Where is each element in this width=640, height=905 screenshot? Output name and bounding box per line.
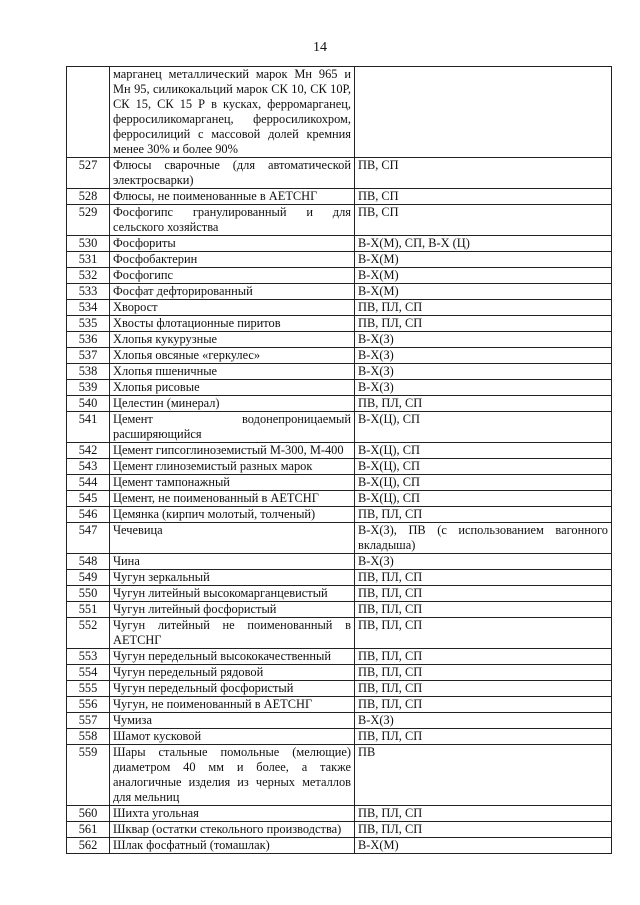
cargo-name: Хворост [110, 300, 355, 316]
row-number: 535 [67, 316, 110, 332]
cargo-name: Флюсы сварочные (для автоматической электросварки) [110, 158, 355, 189]
transport-code: ПВ, ПЛ, СП [355, 396, 612, 412]
table-row [67, 838, 612, 854]
cargo-name: Флюсы, не поименованные в АЕТСНГ [110, 189, 355, 205]
table-row [67, 554, 612, 570]
row-number: 553 [67, 649, 110, 665]
table-row [67, 475, 612, 491]
table-row [67, 602, 612, 618]
cargo-name: Хлопья кукурузные [110, 332, 355, 348]
transport-code: ПВ, ПЛ, СП [355, 300, 612, 316]
transport-code: ПВ, ПЛ, СП [355, 649, 612, 665]
row-number: 549 [67, 570, 110, 586]
table-row [67, 523, 612, 554]
table-row [67, 412, 612, 443]
cargo-name: Шлак фосфатный (томашлак) [110, 838, 355, 854]
row-number: 543 [67, 459, 110, 475]
table-row [67, 697, 612, 713]
row-number: 562 [67, 838, 110, 854]
table-row [67, 806, 612, 822]
cargo-name: Чугун передельный фосфористый [110, 681, 355, 697]
table-row [67, 665, 612, 681]
transport-code: В-Х(М) [355, 252, 612, 268]
table-row [67, 348, 612, 364]
cargo-name: Чина [110, 554, 355, 570]
row-number: 546 [67, 507, 110, 523]
row-number: 559 [67, 745, 110, 806]
row-number: 542 [67, 443, 110, 459]
table-row [67, 67, 612, 158]
table-row [67, 300, 612, 316]
row-number: 547 [67, 523, 110, 554]
row-number: 555 [67, 681, 110, 697]
transport-code: ПВ, ПЛ, СП [355, 697, 612, 713]
transport-code: В-Х(З) [355, 713, 612, 729]
table-row [67, 729, 612, 745]
transport-code: ПВ, ПЛ, СП [355, 602, 612, 618]
row-number: 560 [67, 806, 110, 822]
cargo-name: Целестин (минерал) [110, 396, 355, 412]
transport-code: ПВ, СП [355, 158, 612, 189]
transport-code: ПВ, ПЛ, СП [355, 729, 612, 745]
transport-code: ПВ, ПЛ, СП [355, 316, 612, 332]
transport-code: В-Х(З) [355, 348, 612, 364]
table-row [67, 822, 612, 838]
transport-code: В-Х(Ц), СП [355, 459, 612, 475]
table-row [67, 268, 612, 284]
row-number: 532 [67, 268, 110, 284]
transport-code: В-Х(З) [355, 364, 612, 380]
table-row [67, 332, 612, 348]
transport-code: В-Х(З), ПВ (с использованием вагонного вкладыша) [355, 523, 612, 554]
row-number: 551 [67, 602, 110, 618]
cargo-name: Цемент гипсоглиноземистый М-300, М-400 [110, 443, 355, 459]
page-number: 14 [313, 40, 327, 55]
table-row [67, 158, 612, 189]
cargo-name: Чугун литейный не поименованный в АЕТСНГ [110, 618, 355, 649]
table-row [67, 570, 612, 586]
cargo-name: Цемент тампонажный [110, 475, 355, 491]
row-number: 557 [67, 713, 110, 729]
cargo-name: Фосфогипс гранулированный и для сельского хозяйства [110, 205, 355, 236]
row-number: 550 [67, 586, 110, 602]
row-number: 534 [67, 300, 110, 316]
row-number: 536 [67, 332, 110, 348]
cargo-name: марганец металлический марок Мн 965 и Мн 95, силикокальций марок СК 10, СК 10Р, СК 15, СК 15 Р в кусках, ферромарганец, ферросиликомарганец, ферросиликохром, ферросилиций с массовой долей кремния менее 30% и более 90% [110, 67, 355, 158]
table-row [67, 189, 612, 205]
table-row [67, 618, 612, 649]
table-row [67, 713, 612, 729]
table-row [67, 396, 612, 412]
cargo-name: Цемент глиноземистый разных марок [110, 459, 355, 475]
transport-code [355, 67, 612, 158]
transport-code: ПВ, ПЛ, СП [355, 681, 612, 697]
table-row [67, 491, 612, 507]
transport-code: ПВ, СП [355, 189, 612, 205]
transport-code: В-Х(М) [355, 268, 612, 284]
transport-code: ПВ, ПЛ, СП [355, 618, 612, 649]
row-number: 537 [67, 348, 110, 364]
transport-code: В-Х(Ц), СП [355, 412, 612, 443]
transport-code: В-Х(М) [355, 838, 612, 854]
cargo-name: Фосфориты [110, 236, 355, 252]
cargo-name: Цемент водонепроницаемый расширяющийся [110, 412, 355, 443]
transport-code: В-Х(З) [355, 380, 612, 396]
cargo-name: Чугун литейный фосфористый [110, 602, 355, 618]
cargo-name: Хлопья овсяные «геркулес» [110, 348, 355, 364]
row-number: 561 [67, 822, 110, 838]
table-row [67, 380, 612, 396]
cargo-name: Хлопья рисовые [110, 380, 355, 396]
transport-code: В-Х(Ц), СП [355, 491, 612, 507]
row-number: 545 [67, 491, 110, 507]
transport-code: В-Х(М) [355, 284, 612, 300]
transport-code: ПВ [355, 745, 612, 806]
row-number: 529 [67, 205, 110, 236]
cargo-name: Шары стальные помольные (мелющие) диаметром 40 мм и более, а также аналогичные изделия из черных металлов для мельниц [110, 745, 355, 806]
row-number: 556 [67, 697, 110, 713]
table-row [67, 205, 612, 236]
row-number: 531 [67, 252, 110, 268]
row-number: 558 [67, 729, 110, 745]
row-number: 539 [67, 380, 110, 396]
cargo-name: Шамот кусковой [110, 729, 355, 745]
cargo-name: Чугун зеркальный [110, 570, 355, 586]
transport-code: В-Х(Ц), СП [355, 475, 612, 491]
table-row [67, 649, 612, 665]
transport-code: ПВ, ПЛ, СП [355, 507, 612, 523]
transport-code: В-Х(З) [355, 554, 612, 570]
row-number: 530 [67, 236, 110, 252]
transport-code: ПВ, ПЛ, СП [355, 570, 612, 586]
row-number [67, 67, 110, 158]
cargo-name: Цемянка (кирпич молотый, толченый) [110, 507, 355, 523]
row-number: 527 [67, 158, 110, 189]
cargo-name: Шквар (остатки стекольного производства) [110, 822, 355, 838]
table-row [67, 236, 612, 252]
cargo-table [66, 66, 612, 854]
row-number: 528 [67, 189, 110, 205]
cargo-name: Чумиза [110, 713, 355, 729]
row-number: 554 [67, 665, 110, 681]
row-number: 538 [67, 364, 110, 380]
transport-code: ПВ, ПЛ, СП [355, 665, 612, 681]
cargo-name: Чугун передельный рядовой [110, 665, 355, 681]
table-row [67, 443, 612, 459]
cargo-name: Фосфогипс [110, 268, 355, 284]
table-row [67, 681, 612, 697]
table-row [67, 316, 612, 332]
transport-code: ПВ, СП [355, 205, 612, 236]
row-number: 541 [67, 412, 110, 443]
cargo-name: Фосфобактерин [110, 252, 355, 268]
row-number: 544 [67, 475, 110, 491]
row-number: 552 [67, 618, 110, 649]
cargo-name: Хлопья пшеничные [110, 364, 355, 380]
table-row [67, 252, 612, 268]
cargo-name: Хвосты флотационные пиритов [110, 316, 355, 332]
transport-code: ПВ, ПЛ, СП [355, 586, 612, 602]
table-row [67, 284, 612, 300]
table-row [67, 459, 612, 475]
transport-code: В-Х(Ц), СП [355, 443, 612, 459]
cargo-name: Фосфат дефторированный [110, 284, 355, 300]
table-row [67, 745, 612, 806]
transport-code: В-Х(М), СП, В-Х (Ц) [355, 236, 612, 252]
transport-code: В-Х(З) [355, 332, 612, 348]
row-number: 548 [67, 554, 110, 570]
cargo-name: Чугун передельный высококачественный [110, 649, 355, 665]
cargo-name: Чугун, не поименованный в АЕТСНГ [110, 697, 355, 713]
row-number: 540 [67, 396, 110, 412]
table-row [67, 364, 612, 380]
table-row [67, 507, 612, 523]
row-number: 533 [67, 284, 110, 300]
transport-code: ПВ, ПЛ, СП [355, 806, 612, 822]
cargo-name: Цемент, не поименованный в АЕТСНГ [110, 491, 355, 507]
cargo-name: Чугун литейный высокомарганцевистый [110, 586, 355, 602]
cargo-name: Шихта угольная [110, 806, 355, 822]
cargo-name: Чечевица [110, 523, 355, 554]
transport-code: ПВ, ПЛ, СП [355, 822, 612, 838]
table-row [67, 586, 612, 602]
